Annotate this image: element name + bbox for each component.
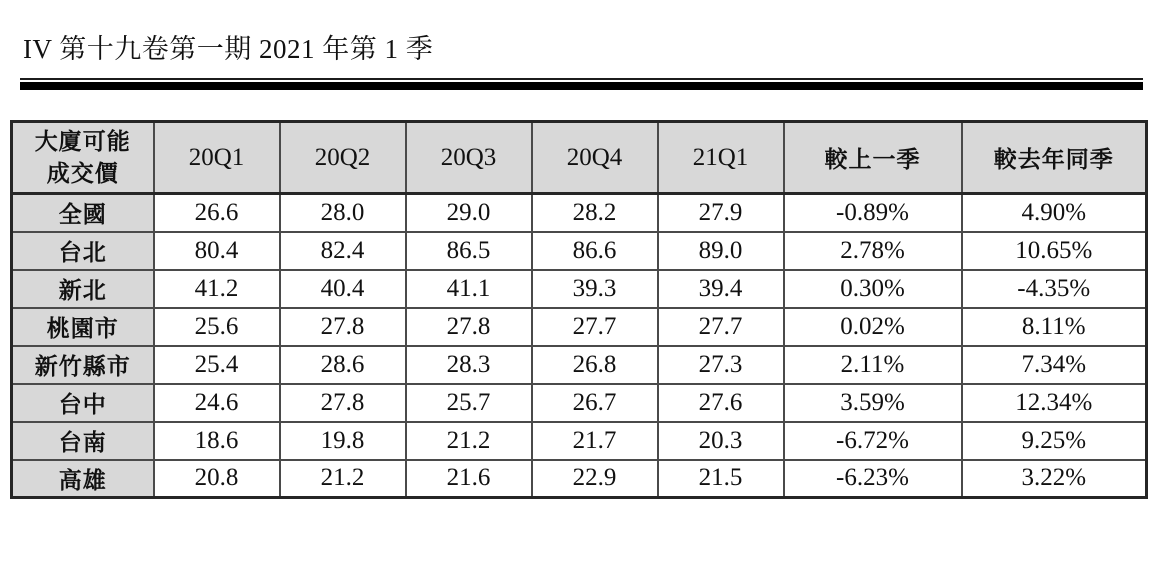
- header-cell-qoq: 較上一季: [784, 122, 962, 194]
- table-row-taoyuan: [12, 308, 1147, 346]
- value-cell: 26.6: [154, 194, 280, 232]
- yoy-cell: 4.90%: [962, 194, 1147, 232]
- value-cell: 24.6: [154, 384, 280, 422]
- value-cell: 26.8: [532, 346, 658, 384]
- qoq-cell: -6.23%: [784, 460, 962, 498]
- row-label: 高雄: [12, 460, 154, 498]
- table-row-taichung: [12, 384, 1147, 422]
- qoq-cell: 2.11%: [784, 346, 962, 384]
- value-cell: 26.7: [532, 384, 658, 422]
- value-cell: 41.1: [406, 270, 532, 308]
- row-label: 台中: [12, 384, 154, 422]
- value-cell: 39.3: [532, 270, 658, 308]
- value-cell: 21.7: [532, 422, 658, 460]
- value-cell: 39.4: [658, 270, 784, 308]
- qoq-cell: 0.30%: [784, 270, 962, 308]
- table-row-nationwide: [12, 194, 1147, 232]
- value-cell: 28.3: [406, 346, 532, 384]
- value-cell: 80.4: [154, 232, 280, 270]
- value-cell: 28.2: [532, 194, 658, 232]
- table-row-hsinchu: [12, 346, 1147, 384]
- value-cell: 25.7: [406, 384, 532, 422]
- masthead-title: IV 第十九卷第一期 2021 年第 1 季: [23, 34, 434, 64]
- table-row-kaohsiung: [12, 460, 1147, 498]
- yoy-cell: -4.35%: [962, 270, 1147, 308]
- qoq-cell: -0.89%: [784, 194, 962, 232]
- value-cell: 82.4: [280, 232, 406, 270]
- table-row-newtaipei: [12, 270, 1147, 308]
- value-cell: 22.9: [532, 460, 658, 498]
- yoy-cell: 8.11%: [962, 308, 1147, 346]
- value-cell: 27.9: [658, 194, 784, 232]
- header-cell-21q1: 21Q1: [658, 122, 784, 194]
- rule-thick-line: [20, 82, 1143, 90]
- yoy-cell: 3.22%: [962, 460, 1147, 498]
- row-label: 台南: [12, 422, 154, 460]
- value-cell: 20.8: [154, 460, 280, 498]
- value-cell: 28.6: [280, 346, 406, 384]
- value-cell: 20.3: [658, 422, 784, 460]
- double-rule-divider: [20, 78, 1143, 90]
- value-cell: 21.2: [406, 422, 532, 460]
- value-cell: 18.6: [154, 422, 280, 460]
- qoq-cell: 3.59%: [784, 384, 962, 422]
- row-label: 全國: [12, 194, 154, 232]
- value-cell: 28.0: [280, 194, 406, 232]
- qoq-cell: -6.72%: [784, 422, 962, 460]
- yoy-cell: 12.34%: [962, 384, 1147, 422]
- value-cell: 21.2: [280, 460, 406, 498]
- value-cell: 27.7: [658, 308, 784, 346]
- value-cell: 40.4: [280, 270, 406, 308]
- value-cell: 27.7: [532, 308, 658, 346]
- header-cell-20q3: 20Q3: [406, 122, 532, 194]
- value-cell: 27.8: [280, 308, 406, 346]
- table-header-row: [12, 122, 1147, 194]
- value-cell: 27.8: [406, 308, 532, 346]
- value-cell: 41.2: [154, 270, 280, 308]
- yoy-cell: 7.34%: [962, 346, 1147, 384]
- value-cell: 25.4: [154, 346, 280, 384]
- value-cell: 21.6: [406, 460, 532, 498]
- row-label: 台北: [12, 232, 154, 270]
- header-cell-yoy: 較去年同季: [962, 122, 1147, 194]
- corner-header-line2: 成交價: [46, 160, 119, 186]
- table-row-tainan: [12, 422, 1147, 460]
- qoq-cell: 2.78%: [784, 232, 962, 270]
- header-cell-20q4: 20Q4: [532, 122, 658, 194]
- value-cell: 89.0: [658, 232, 784, 270]
- row-label: 新北: [12, 270, 154, 308]
- qoq-cell: 0.02%: [784, 308, 962, 346]
- header-cell-20q2: 20Q2: [280, 122, 406, 194]
- row-label: 新竹縣市: [12, 346, 154, 384]
- value-cell: 27.6: [658, 384, 784, 422]
- corner-header-line1: 大廈可能: [34, 129, 131, 155]
- value-cell: 27.8: [280, 384, 406, 422]
- value-cell: 21.5: [658, 460, 784, 498]
- value-cell: 86.5: [406, 232, 532, 270]
- value-cell: 29.0: [406, 194, 532, 232]
- value-cell: 86.6: [532, 232, 658, 270]
- header-cell-20q1: 20Q1: [154, 122, 280, 194]
- value-cell: 19.8: [280, 422, 406, 460]
- yoy-cell: 9.25%: [962, 422, 1147, 460]
- yoy-cell: 10.65%: [962, 232, 1147, 270]
- header-cell-corner: [12, 122, 154, 194]
- value-cell: 25.6: [154, 308, 280, 346]
- table-row-taipei: [12, 232, 1147, 270]
- building-price-table: [10, 120, 1148, 499]
- row-label: 桃園市: [12, 308, 154, 346]
- value-cell: 27.3: [658, 346, 784, 384]
